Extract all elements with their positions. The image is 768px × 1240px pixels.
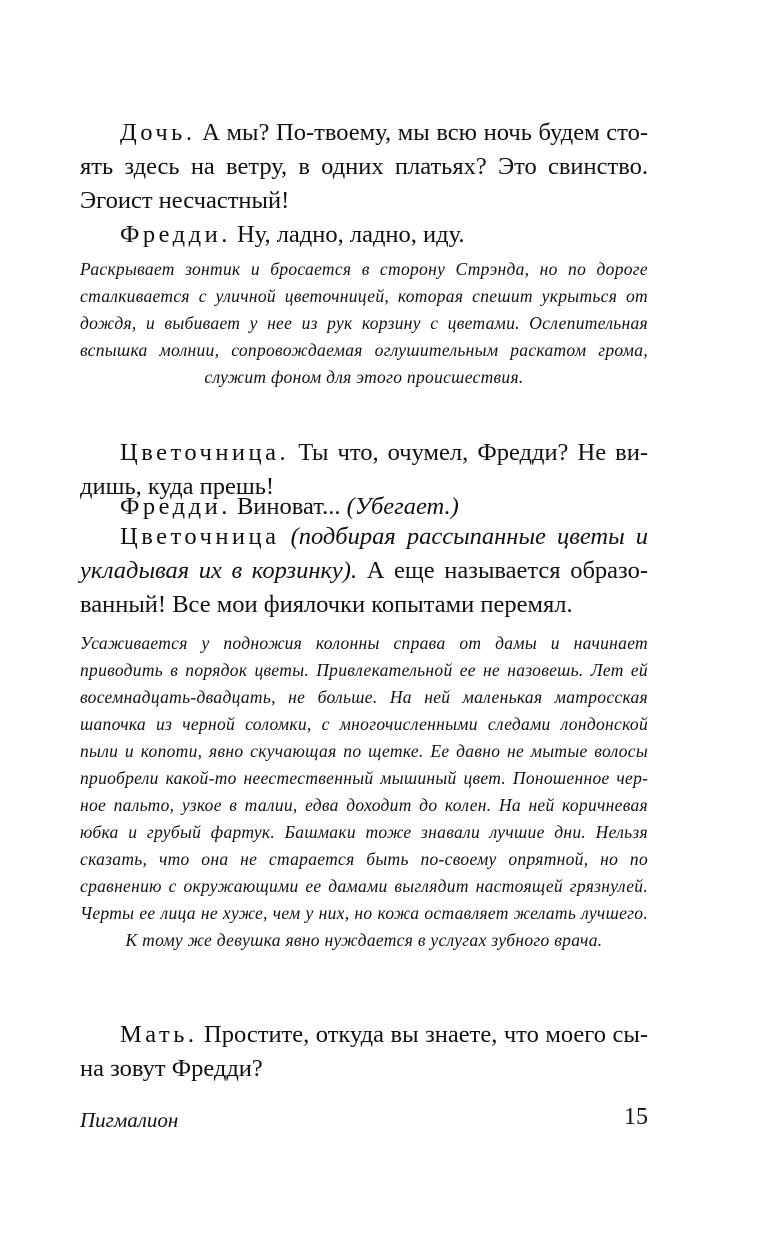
remark-text: (подбирая рассыпанные цветы и укладывая их в корзинку).: [80, 523, 648, 584]
stage-direction-text: Раскрывает зонтик и бросается в сторону Стрэнда, но по дороге сталкивается с уличной цветочницей, которая спешит укрыться от дождя, и выбивает у нее из рук корзину с цветами. Ослепительная вспышка молнии, сопровождаемая оглушительным раскатом грома, служит фоном для этого происшествия.: [80, 259, 648, 387]
page-number: 15: [624, 1104, 648, 1130]
line-text: Простите, откуда вы знаете, что моего сына зовут Фредди?: [80, 1021, 648, 1082]
speaker-name: Мать.: [120, 1021, 198, 1048]
line-text: А еще называется образованный! Все мои фиялочки копытами перемял.: [80, 557, 648, 618]
dialogue-line: [80, 490, 648, 524]
speaker-name: Фредди.: [120, 221, 231, 248]
speaker-name: Фредди.: [120, 493, 231, 520]
line-text: Ты что, очумел, Фредди? Не видишь, куда прешь!: [80, 439, 648, 500]
line-text: А мы? По-твоему, мы всю ночь будем стоять здесь на ветру, в одних платьях? Это свинство. Эгоист несчастный!: [80, 119, 648, 214]
speaker-name: Дочь.: [120, 119, 196, 146]
stage-direction: [80, 630, 648, 954]
remark-text: (Убегает.): [340, 493, 459, 520]
dialogue-line: [80, 520, 648, 622]
line-text: Виноват...: [230, 493, 341, 520]
running-title: Пигмалион: [80, 1108, 179, 1132]
dialogue-line: [80, 1018, 648, 1086]
speaker-name: Цветочница.: [120, 439, 290, 466]
speaker-name: Цветочница: [120, 523, 280, 550]
dialogue-line: [80, 116, 648, 218]
dialogue-line: [80, 218, 648, 252]
line-text: Ну, ладно, ладно, иду.: [230, 221, 465, 248]
stage-direction: [80, 256, 648, 391]
stage-direction-text: Усаживается у подножия колонны справа от дамы и начинает приводить в порядок цветы. Привлекательной ее не назовешь. Лет ей восемнадцать-двадцать, не больше. На ней маленькая матросская шапочка из черной соломки, с многочисленными следами лондонской пыли и копоти, явно скучающая по щетке. Ее давно не мытые волосы приобрели какой-то неестественный мышиный цвет. Поношенное черное пальто, узкое в талии, едва доходит до колен. На ней коричневая юбка и грубый фартук. Башмаки тоже знавали лучшие дни. Нельзя сказать, что она не старается быть по-своему опрятной, но по сравнению с окружающими ее дамами выглядит настоящей грязнулей. Черты ее лица не хуже, чем у них, но кожа оставляет желать лучшего. К тому же девушка явно нуждается в услугах зубного врача.: [80, 633, 648, 950]
